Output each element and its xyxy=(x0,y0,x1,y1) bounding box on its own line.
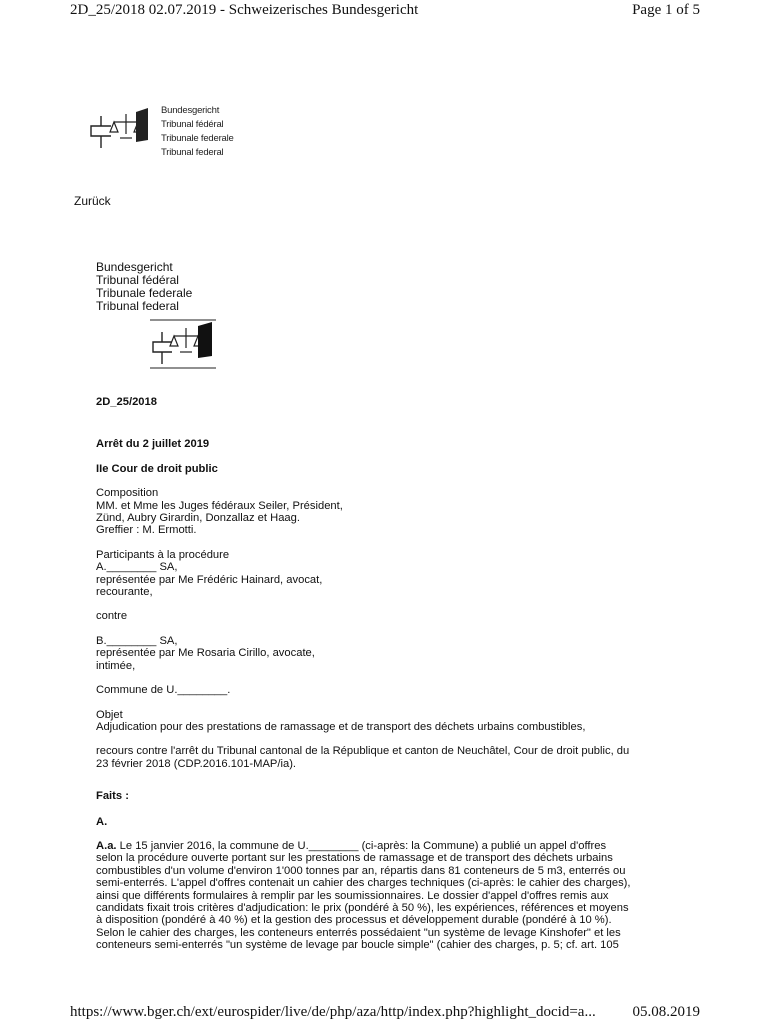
text-line: à disposition (pondéré à 40 %) et la gestion des processus et développement durable (pondéré à 10 %). xyxy=(96,914,612,927)
court-name-rm: Tribunal federal xyxy=(161,147,224,158)
section-a-heading: A. xyxy=(96,815,108,828)
judgment-date: Arrêt du 2 juillet 2019 xyxy=(96,438,210,451)
court-name-fr: Tribunal fédéral xyxy=(161,119,224,130)
swiss-cross-scales-icon xyxy=(88,108,158,154)
text-line: Participants à la procédure xyxy=(96,548,230,561)
text-line: Composition xyxy=(96,487,159,500)
commune-line: Commune de U.________. xyxy=(96,684,231,697)
objet-block xyxy=(96,709,706,734)
text-line: selon la procédure ouverte portant sur les prestations de ramassage et de transport des déchets urbains xyxy=(96,852,613,865)
text-line: Zünd, Aubry Girardin, Donzallaz et Haag. xyxy=(96,512,300,525)
court-chamber: IIe Cour de droit public xyxy=(96,462,218,475)
pdf-header-title: 2D_25/2018 02.07.2019 - Schweizerisches Bundesgericht xyxy=(70,2,419,18)
pdf-header xyxy=(0,0,770,22)
text-line: représentée par Me Frédéric Hainard, avocat, xyxy=(96,573,323,586)
recours-block xyxy=(96,745,706,770)
text-line: recours contre l'arrêt du Tribunal cantonal de la République et canton de Neuchâtel, Cour de droit public, du xyxy=(96,745,630,758)
text-line: A.________ SA, xyxy=(96,561,178,574)
text-line: Greffier : M. Ermotti. xyxy=(96,524,197,537)
court-line: Tribunal federal xyxy=(96,299,179,313)
text-line: 23 février 2018 (CDP.2016.101-MAP/ia). xyxy=(96,757,297,770)
court-line: Bundesgericht xyxy=(96,260,173,274)
paragraph-a-a xyxy=(96,840,706,952)
back-link[interactable]: Zurück xyxy=(74,194,111,208)
text-line: semi-enterrés. L'appel d'offres contenait un cahier des charges techniques (ci-après: le cahier des charges), xyxy=(96,877,631,890)
court-names xyxy=(96,261,192,313)
court-logo-top xyxy=(88,104,248,158)
swiss-cross-scales-icon xyxy=(150,318,218,370)
respondent-block xyxy=(96,635,706,672)
court-logo xyxy=(150,318,218,375)
text-line: Adjudication pour des prestations de ramassage et de transport des déchets urbains combustibles, xyxy=(96,720,586,733)
text-line xyxy=(96,840,706,852)
text-line: intimée, xyxy=(96,659,136,672)
court-name-it: Tribunale federale xyxy=(161,133,234,144)
case-number: 2D_25/2018 xyxy=(96,396,157,408)
text-line: représentée par Me Rosaria Cirillo, avocate, xyxy=(96,647,315,660)
text-line: combustibles d'un volume d'environ 1'000 tonnes par an, répartis dans 81 conteneurs de 5 m3, enterrés ou xyxy=(96,864,626,877)
text-line: Objet xyxy=(96,708,123,721)
court-line: Tribunale federale xyxy=(96,286,193,300)
judgment-body xyxy=(96,396,706,952)
text-line: MM. et Mme les Juges fédéraux Seiler, Président, xyxy=(96,499,343,512)
text-line: B.________ SA, xyxy=(96,634,178,647)
text-line: candidats fixait trois critères d'adjudication: le prix (pondéré à 50 %), les expériences, références et moyens xyxy=(96,901,629,914)
facts-heading: Faits : xyxy=(96,790,129,803)
text-line: ainsi que différents formulaires à remplir par les soumissionnaires. Le dossier d'appel d'offres remis aux xyxy=(96,889,609,902)
court-line: Tribunal fédéral xyxy=(96,273,179,287)
contre-label: contre xyxy=(96,610,128,623)
composition-block xyxy=(96,487,706,537)
paragraph-text: Le 15 janvier 2016, la commune de U.________ (ci-après: la Commune) a publié un appel d'offres xyxy=(116,839,607,852)
footer-date: 05.08.2019 xyxy=(632,1004,700,1020)
court-names-small xyxy=(161,104,234,160)
footer-url: https://www.bger.ch/ext/eurospider/live/de/php/aza/http/index.php?highlight_docid=a... xyxy=(70,1004,596,1020)
paragraph-label: A.a. xyxy=(96,839,117,852)
pdf-page-number: Page 1 of 5 xyxy=(632,2,700,18)
text-line: Selon le cahier des charges, les conteneurs enterrés possédaient "un système de levage Kinshofer" et les xyxy=(96,926,621,939)
court-name-de: Bundesgericht xyxy=(161,105,220,116)
participants-block xyxy=(96,549,706,599)
text-line: recourante, xyxy=(96,586,153,599)
text-line: conteneurs semi-enterrés "un système de levage par boucle simple" (cahier des charges, p. 5; cf. art. 105 xyxy=(96,939,619,952)
